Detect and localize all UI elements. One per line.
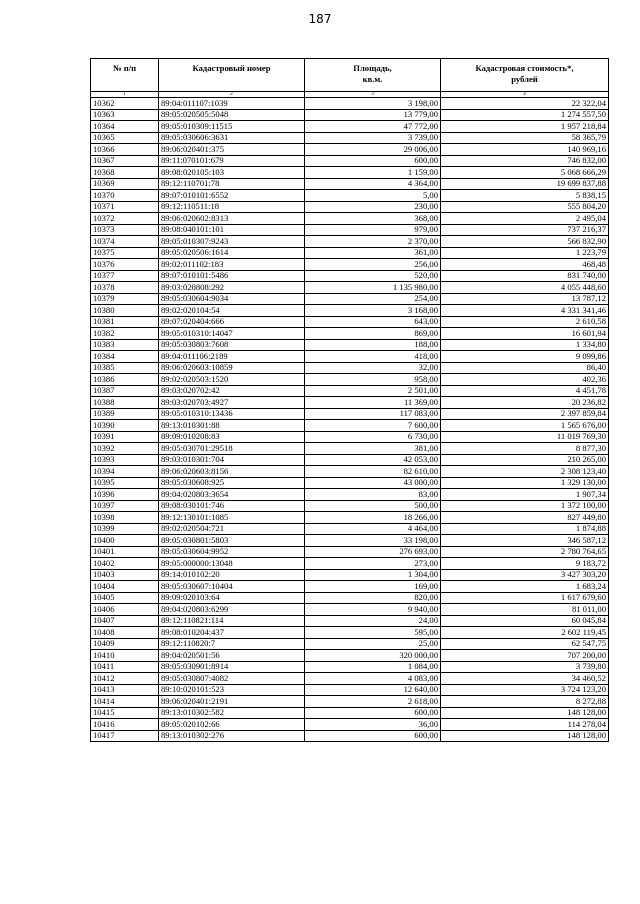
table-row — [91, 374, 609, 386]
header-cadastral-number: Кадастровый номер — [159, 59, 305, 92]
table-row — [91, 132, 609, 144]
area-cell: 1 304,00 — [305, 569, 441, 581]
cadastral-cost-cell: 60 045,84 — [441, 615, 609, 627]
table-row — [91, 213, 609, 225]
cadastral-number-cell: 89:04:011106:2189 — [159, 351, 305, 363]
table-row — [91, 98, 609, 110]
table-row — [91, 500, 609, 512]
cadastral-cost-cell: 2 602 119,45 — [441, 627, 609, 639]
table-row — [91, 259, 609, 271]
area-cell: 230,00 — [305, 201, 441, 213]
cadastral-number-cell: 89:12:130101:1085 — [159, 512, 305, 524]
cadastral-cost-cell: 1 274 557,50 — [441, 109, 609, 121]
table-row — [91, 236, 609, 248]
cadastral-cost-cell: 2 495,04 — [441, 213, 609, 225]
area-cell: 1 135 980,00 — [305, 282, 441, 294]
area-cell: 29 006,00 — [305, 144, 441, 156]
row-number-cell: 10371 — [91, 201, 159, 213]
cadastral-number-cell: 89:05:030608:925 — [159, 477, 305, 489]
area-cell: 47 772,00 — [305, 121, 441, 133]
table-row — [91, 592, 609, 604]
cadastral-cost-cell: 20 236,82 — [441, 397, 609, 409]
table-body — [91, 98, 609, 742]
area-cell: 6 730,00 — [305, 431, 441, 443]
row-number-cell: 10362 — [91, 98, 159, 110]
cadastral-number-cell: 89:05:030803:7608 — [159, 339, 305, 351]
cadastral-cost-cell: 8 877,30 — [441, 443, 609, 455]
cadastral-cost-cell: 19 699 837,88 — [441, 178, 609, 190]
row-number-cell: 10380 — [91, 305, 159, 317]
cadastral-number-cell: 89:04:020803:6299 — [159, 604, 305, 616]
row-number-cell: 10364 — [91, 121, 159, 133]
cadastral-cost-cell: 81 011,00 — [441, 604, 609, 616]
cadastral-number-cell: 89:07:010101:6552 — [159, 190, 305, 202]
cadastral-number-cell: 89:10:020101:523 — [159, 684, 305, 696]
cadastral-cost-cell: 468,48 — [441, 259, 609, 271]
area-cell: 2 618,00 — [305, 696, 441, 708]
table-row — [91, 477, 609, 489]
cadastral-number-cell: 89:11:070101:679 — [159, 155, 305, 167]
cadastral-number-cell: 89:14:010102:20 — [159, 569, 305, 581]
area-cell: 5,00 — [305, 190, 441, 202]
cadastral-cost-cell: 566 832,90 — [441, 236, 609, 248]
row-number-cell: 10372 — [91, 213, 159, 225]
area-cell: 117 083,00 — [305, 408, 441, 420]
area-cell: 254,00 — [305, 293, 441, 305]
cadastral-cost-cell: 555 804,20 — [441, 201, 609, 213]
area-cell: 2 501,00 — [305, 385, 441, 397]
header-area: Площадь, кв.м. — [305, 59, 441, 92]
cadastral-number-cell: 89:05:030604:9952 — [159, 546, 305, 558]
row-number-cell: 10395 — [91, 477, 159, 489]
row-number-cell: 10413 — [91, 684, 159, 696]
row-number-cell: 10416 — [91, 719, 159, 731]
table-row — [91, 144, 609, 156]
row-number-cell: 10383 — [91, 339, 159, 351]
table-row — [91, 650, 609, 662]
row-number-cell: 10415 — [91, 707, 159, 719]
cadastral-cost-cell: 148 128,00 — [441, 707, 609, 719]
table-row — [91, 351, 609, 363]
table-row — [91, 201, 609, 213]
area-cell: 13 779,00 — [305, 109, 441, 121]
area-cell: 3 168,00 — [305, 305, 441, 317]
row-number-cell: 10402 — [91, 558, 159, 570]
cadastral-cost-cell: 1 874,88 — [441, 523, 609, 535]
cadastral-number-cell: 89:03:020702:42 — [159, 385, 305, 397]
cadastral-cost-cell: 11 019 769,30 — [441, 431, 609, 443]
cadastral-cost-cell: 2 780 764,65 — [441, 546, 609, 558]
cadastral-number-cell: 89:06:020603:8156 — [159, 466, 305, 478]
cadastral-cost-cell: 1 565 676,00 — [441, 420, 609, 432]
cadastral-cost-cell: 9 099,86 — [441, 351, 609, 363]
cadastral-cost-cell: 34 460,52 — [441, 673, 609, 685]
cadastral-cost-cell: 346 587,12 — [441, 535, 609, 547]
cadastral-number-cell: 89:05:030807:4082 — [159, 673, 305, 685]
cadastral-cost-cell: 402,36 — [441, 374, 609, 386]
row-number-cell: 10394 — [91, 466, 159, 478]
table-row — [91, 454, 609, 466]
row-number-cell: 10411 — [91, 661, 159, 673]
row-number-cell: 10370 — [91, 190, 159, 202]
cadastral-number-cell: 89:13:010301:88 — [159, 420, 305, 432]
cadastral-number-cell: 89:09:010208:83 — [159, 431, 305, 443]
row-number-cell: 10382 — [91, 328, 159, 340]
cadastral-number-cell: 89:05:000000:13048 — [159, 558, 305, 570]
cadastral-number-cell: 89:06:020603:10859 — [159, 362, 305, 374]
row-number-cell: 10375 — [91, 247, 159, 259]
table-row — [91, 270, 609, 282]
cadastral-cost-cell: 148 128,00 — [441, 730, 609, 742]
area-cell: 418,00 — [305, 351, 441, 363]
cadastral-number-cell: 89:04:011107:1039 — [159, 98, 305, 110]
table-row — [91, 109, 609, 121]
area-cell: 595,00 — [305, 627, 441, 639]
cadastral-cost-cell: 1 329 130,00 — [441, 477, 609, 489]
cadastral-cost-cell: 746 832,00 — [441, 155, 609, 167]
row-number-cell: 10405 — [91, 592, 159, 604]
table-row — [91, 328, 609, 340]
table-row — [91, 696, 609, 708]
area-cell: 9 940,00 — [305, 604, 441, 616]
row-number-cell: 10414 — [91, 696, 159, 708]
area-cell: 83,00 — [305, 489, 441, 501]
area-cell: 82 610,00 — [305, 466, 441, 478]
area-cell: 2 370,00 — [305, 236, 441, 248]
table-row — [91, 397, 609, 409]
area-cell: 25,00 — [305, 638, 441, 650]
table-row — [91, 362, 609, 374]
cadastral-number-cell: 89:05:020506:1614 — [159, 247, 305, 259]
cadastral-cost-cell: 114 278,04 — [441, 719, 609, 731]
cadastral-cost-cell: 22 322,04 — [441, 98, 609, 110]
cadastral-cost-cell: 210 265,00 — [441, 454, 609, 466]
cadastral-cost-cell: 1 223,79 — [441, 247, 609, 259]
cadastral-cost-cell: 1 683,24 — [441, 581, 609, 593]
area-cell: 500,00 — [305, 500, 441, 512]
row-number-cell: 10391 — [91, 431, 159, 443]
row-number-cell: 10406 — [91, 604, 159, 616]
table-row — [91, 489, 609, 501]
area-cell: 1 084,00 — [305, 661, 441, 673]
area-cell: 33 198,00 — [305, 535, 441, 547]
area-cell: 4 364,00 — [305, 178, 441, 190]
row-number-cell: 10398 — [91, 512, 159, 524]
cadastral-cost-cell: 827 449,80 — [441, 512, 609, 524]
cadastral-number-cell: 89:04:020803:3654 — [159, 489, 305, 501]
cadastral-cost-cell: 1 907,34 — [441, 489, 609, 501]
row-number-cell: 10386 — [91, 374, 159, 386]
cadastral-number-cell: 89:07:020404:666 — [159, 316, 305, 328]
cadastral-cost-cell: 2 397 859,84 — [441, 408, 609, 420]
column-index: 2 — [159, 92, 305, 98]
area-cell: 3 739,00 — [305, 132, 441, 144]
row-number-cell: 10412 — [91, 673, 159, 685]
area-cell: 4 464,00 — [305, 523, 441, 535]
cadastral-number-cell: 89:05:030901:8914 — [159, 661, 305, 673]
table-row — [91, 385, 609, 397]
cadastral-number-cell: 89:03:020703:4927 — [159, 397, 305, 409]
table-row — [91, 730, 609, 742]
table-row — [91, 282, 609, 294]
table-row — [91, 339, 609, 351]
table-row — [91, 523, 609, 535]
cadastral-cost-cell: 3 427 303,20 — [441, 569, 609, 581]
cadastral-number-cell: 89:05:030607:10404 — [159, 581, 305, 593]
area-cell: 256,00 — [305, 259, 441, 271]
cadastral-cost-cell: 831 740,00 — [441, 270, 609, 282]
table-row — [91, 466, 609, 478]
cadastral-cost-cell: 1 372 100,00 — [441, 500, 609, 512]
table-row — [91, 224, 609, 236]
area-cell: 368,00 — [305, 213, 441, 225]
area-cell: 276 693,00 — [305, 546, 441, 558]
row-number-cell: 10400 — [91, 535, 159, 547]
row-number-cell: 10409 — [91, 638, 159, 650]
cadastral-number-cell: 89:13:010302:582 — [159, 707, 305, 719]
cadastral-number-cell: 89:13:010302:276 — [159, 730, 305, 742]
area-cell: 381,00 — [305, 443, 441, 455]
row-number-cell: 10389 — [91, 408, 159, 420]
cadastral-number-cell: 89:06:020602:8313 — [159, 213, 305, 225]
cadastral-number-cell: 89:02:020504:721 — [159, 523, 305, 535]
table-header-row — [91, 59, 609, 92]
area-cell: 36,00 — [305, 719, 441, 731]
table-row — [91, 420, 609, 432]
table-row — [91, 581, 609, 593]
table-row — [91, 719, 609, 731]
row-number-cell: 10401 — [91, 546, 159, 558]
cadastral-number-cell: 89:03:020808:292 — [159, 282, 305, 294]
table-row — [91, 512, 609, 524]
row-number-cell: 10393 — [91, 454, 159, 466]
area-cell: 600,00 — [305, 730, 441, 742]
row-number-cell: 10365 — [91, 132, 159, 144]
area-cell: 18 266,00 — [305, 512, 441, 524]
row-number-cell: 10417 — [91, 730, 159, 742]
area-cell: 643,00 — [305, 316, 441, 328]
cadastral-cost-cell: 2 308 123,40 — [441, 466, 609, 478]
cadastral-number-cell: 89:06:020401:2191 — [159, 696, 305, 708]
row-number-cell: 10410 — [91, 650, 159, 662]
area-cell: 320 000,00 — [305, 650, 441, 662]
area-cell: 273,00 — [305, 558, 441, 570]
row-number-cell: 10367 — [91, 155, 159, 167]
area-cell: 958,00 — [305, 374, 441, 386]
table-row — [91, 178, 609, 190]
cadastral-number-cell: 89:05:010310:14047 — [159, 328, 305, 340]
table-row — [91, 155, 609, 167]
cadastral-number-cell: 89:05:010309:11515 — [159, 121, 305, 133]
area-cell: 979,00 — [305, 224, 441, 236]
row-number-cell: 10366 — [91, 144, 159, 156]
table-row — [91, 316, 609, 328]
area-cell: 361,00 — [305, 247, 441, 259]
table-row — [91, 673, 609, 685]
row-number-cell: 10403 — [91, 569, 159, 581]
cadastral-cost-cell: 2 610,58 — [441, 316, 609, 328]
table-row — [91, 546, 609, 558]
cadastral-number-cell: 89:05:030606:3631 — [159, 132, 305, 144]
area-cell: 4 083,00 — [305, 673, 441, 685]
table-row — [91, 431, 609, 443]
cadastral-cost-cell: 1 334,80 — [441, 339, 609, 351]
cadastral-cost-cell: 9 183,72 — [441, 558, 609, 570]
cadastral-cost-cell: 3 739,80 — [441, 661, 609, 673]
cadastral-cost-cell: 707 200,00 — [441, 650, 609, 662]
area-cell: 1 159,00 — [305, 167, 441, 179]
cadastral-number-cell: 89:09:020103:64 — [159, 592, 305, 604]
cadastral-cost-cell: 1 957 218,84 — [441, 121, 609, 133]
table-row — [91, 190, 609, 202]
row-number-cell: 10388 — [91, 397, 159, 409]
column-index: 4 — [441, 92, 609, 98]
table-row — [91, 707, 609, 719]
area-cell: 169,00 — [305, 581, 441, 593]
column-index: 3 — [305, 92, 441, 98]
cadastral-number-cell: 89:08:020105:103 — [159, 167, 305, 179]
row-number-cell: 10387 — [91, 385, 159, 397]
cadastral-cost-cell: 1 617 679,60 — [441, 592, 609, 604]
cadastral-cost-cell: 8 272,88 — [441, 696, 609, 708]
area-cell: 869,00 — [305, 328, 441, 340]
row-number-cell: 10368 — [91, 167, 159, 179]
cadastral-cost-cell: 16 601,94 — [441, 328, 609, 340]
row-number-cell: 10373 — [91, 224, 159, 236]
cadastral-number-cell: 89:02:020104:54 — [159, 305, 305, 317]
table-row — [91, 604, 609, 616]
cadastral-number-cell: 89:02:020503:1520 — [159, 374, 305, 386]
row-number-cell: 10397 — [91, 500, 159, 512]
row-number-cell: 10377 — [91, 270, 159, 282]
row-number-cell: 10390 — [91, 420, 159, 432]
cadastral-number-cell: 89:04:020501:56 — [159, 650, 305, 662]
table-row — [91, 247, 609, 259]
cadastral-number-cell: 89:05:010307:9243 — [159, 236, 305, 248]
table-row — [91, 293, 609, 305]
area-cell: 43 000,00 — [305, 477, 441, 489]
cadastral-cost-cell: 4 451,78 — [441, 385, 609, 397]
cadastral-table — [90, 58, 609, 742]
cadastral-cost-cell: 3 724 123,20 — [441, 684, 609, 696]
cadastral-cost-cell: 62 547,75 — [441, 638, 609, 650]
table-row — [91, 615, 609, 627]
cadastral-number-cell: 89:12:110701:78 — [159, 178, 305, 190]
table-row — [91, 661, 609, 673]
table-row — [91, 627, 609, 639]
header-row-number: № п/п — [91, 59, 159, 92]
area-cell: 32,00 — [305, 362, 441, 374]
table-row — [91, 408, 609, 420]
row-number-cell: 10374 — [91, 236, 159, 248]
cadastral-number-cell: 89:03:010301:704 — [159, 454, 305, 466]
area-cell: 42 053,00 — [305, 454, 441, 466]
cadastral-number-cell: 89:05:030604:9034 — [159, 293, 305, 305]
area-cell: 7 600,00 — [305, 420, 441, 432]
table-row — [91, 443, 609, 455]
cadastral-number-cell: 89:05:030801:5803 — [159, 535, 305, 547]
cadastral-number-cell: 89:02:011102:183 — [159, 259, 305, 271]
cadastral-number-cell: 89:07:010101:5486 — [159, 270, 305, 282]
row-number-cell: 10399 — [91, 523, 159, 535]
cadastral-cost-cell: 5 838,15 — [441, 190, 609, 202]
table-row — [91, 121, 609, 133]
cadastral-cost-cell: 4 331 341,46 — [441, 305, 609, 317]
cadastral-number-cell: 89:12:110511:18 — [159, 201, 305, 213]
table-row — [91, 638, 609, 650]
cadastral-cost-cell: 4 055 448,60 — [441, 282, 609, 294]
row-number-cell: 10392 — [91, 443, 159, 455]
table-row — [91, 535, 609, 547]
row-number-cell: 10379 — [91, 293, 159, 305]
row-number-cell: 10369 — [91, 178, 159, 190]
row-number-cell: 10407 — [91, 615, 159, 627]
table-row — [91, 569, 609, 581]
cadastral-number-cell: 89:05:010310:13436 — [159, 408, 305, 420]
area-cell: 188,00 — [305, 339, 441, 351]
area-cell: 820,00 — [305, 592, 441, 604]
cadastral-cost-cell: 737 216,37 — [441, 224, 609, 236]
cadastral-number-cell: 89:06:020401:375 — [159, 144, 305, 156]
cadastral-cost-cell: 86,40 — [441, 362, 609, 374]
cadastral-number-cell: 89:05:030701:29518 — [159, 443, 305, 455]
cadastral-number-cell: 89:08:030101:746 — [159, 500, 305, 512]
row-number-cell: 10385 — [91, 362, 159, 374]
area-cell: 3 198,00 — [305, 98, 441, 110]
row-number-cell: 10381 — [91, 316, 159, 328]
cadastral-cost-cell: 13 787,12 — [441, 293, 609, 305]
area-cell: 24,00 — [305, 615, 441, 627]
area-cell: 11 369,00 — [305, 397, 441, 409]
area-cell: 12 640,00 — [305, 684, 441, 696]
row-number-cell: 10396 — [91, 489, 159, 501]
row-number-cell: 10408 — [91, 627, 159, 639]
table-row — [91, 684, 609, 696]
cadastral-cost-cell: 58 365,79 — [441, 132, 609, 144]
cadastral-cost-cell: 5 068 666,29 — [441, 167, 609, 179]
row-number-cell: 10376 — [91, 259, 159, 271]
row-number-cell: 10384 — [91, 351, 159, 363]
cadastral-number-cell: 89:08:040101:101 — [159, 224, 305, 236]
cadastral-number-cell: 89:05:020102:66 — [159, 719, 305, 731]
cadastral-number-cell: 89:05:020505:5048 — [159, 109, 305, 121]
area-cell: 520,00 — [305, 270, 441, 282]
cadastral-number-cell: 89:12:110821:114 — [159, 615, 305, 627]
table-row — [91, 305, 609, 317]
column-index: 1 — [91, 92, 159, 98]
cadastral-number-cell: 89:08:010204:437 — [159, 627, 305, 639]
cadastral-number-cell: 89:12:110820:7 — [159, 638, 305, 650]
row-number-cell: 10404 — [91, 581, 159, 593]
row-number-cell: 10363 — [91, 109, 159, 121]
area-cell: 600,00 — [305, 155, 441, 167]
cadastral-cost-cell: 140 969,16 — [441, 144, 609, 156]
row-number-cell: 10378 — [91, 282, 159, 294]
table-row — [91, 558, 609, 570]
header-cadastral-cost: Кадастровая стоимость*, рублей — [441, 59, 609, 92]
area-cell: 600,00 — [305, 707, 441, 719]
page-number: 187 — [308, 12, 332, 26]
table-row — [91, 167, 609, 179]
